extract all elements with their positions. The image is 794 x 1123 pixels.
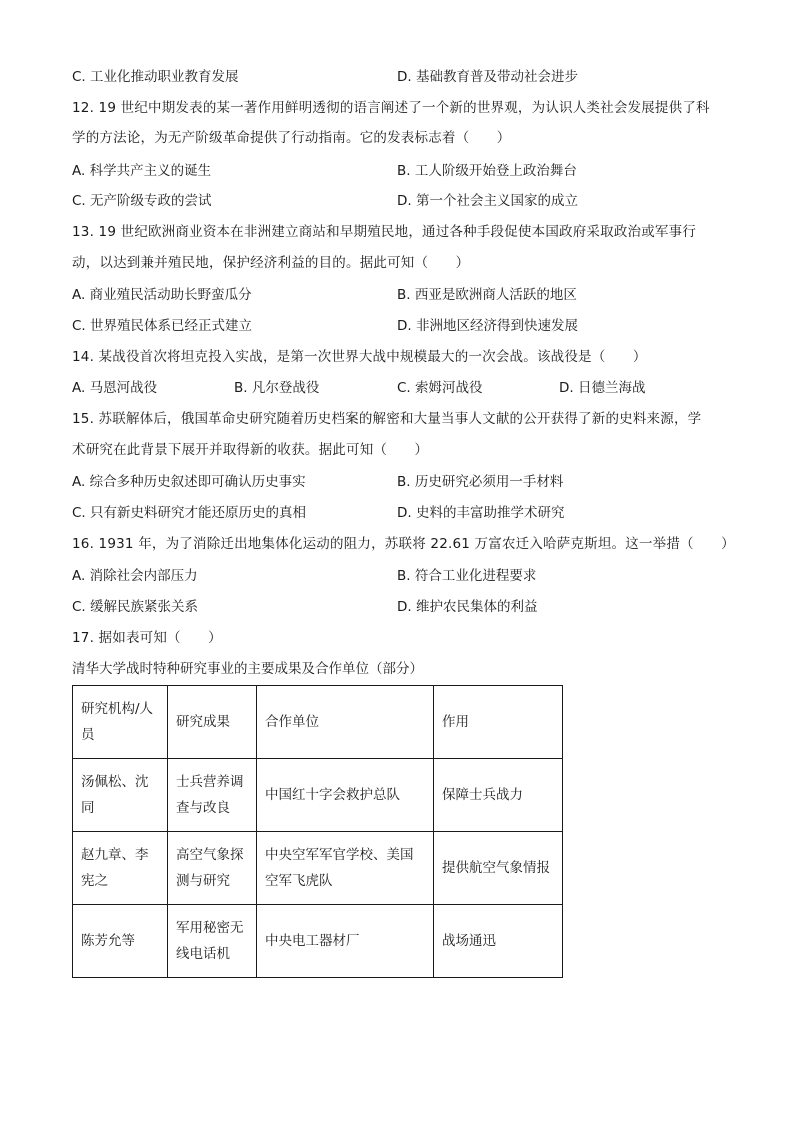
table-header-cell: 研究成果 — [168, 686, 257, 759]
q12-stem-line2: 学的方法论，为无产阶级革命提供了行动指南。它的发表标志着（ ） — [72, 130, 511, 146]
table-cell: 汤佩松、沈同 — [73, 759, 168, 832]
table-caption: 清华大学战时特种研究事业的主要成果及合作单位（部分） — [72, 661, 423, 677]
table-header-cell: 研究机构/人员 — [73, 686, 168, 759]
q17-stem: 17. 据如表可知（ ） — [72, 630, 222, 646]
table-cell: 中央电工器材厂 — [257, 905, 434, 978]
q16-stem: 16. 1931 年，为了消除迁出地集体化运动的阻力，苏联将 22.61 万富农迁入哈萨克斯坦。这一举措（ ） — [72, 536, 735, 552]
q13-option-a: A. 商业殖民活动助长野蛮瓜分 — [72, 287, 252, 303]
q15-stem-line1: 15. 苏联解体后，俄国革命史研究随着历史档案的解密和大量当事人文献的公开获得了新的史料来源，学 — [72, 411, 702, 427]
q16-option-d: D. 维护农民集体的利益 — [397, 599, 538, 615]
q12-option-b: B. 工人阶级开始登上政治舞台 — [397, 163, 577, 179]
table-cell: 赵九章、李宪之 — [73, 832, 168, 905]
table-cell: 提供航空气象情报 — [434, 832, 563, 905]
table-row — [73, 832, 563, 905]
research-results-table — [72, 685, 563, 978]
q13-stem-line1: 13. 19 世纪欧洲商业资本在非洲建立商站和早期殖民地，通过各种手段促使本国政府采取政治或军事行 — [72, 224, 697, 240]
q14-option-d: D. 日德兰海战 — [559, 380, 646, 396]
q12-option-a: A. 科学共产主义的诞生 — [72, 163, 212, 179]
table-header-row — [73, 686, 563, 759]
q15-option-d: D. 史料的丰富助推学术研究 — [397, 505, 565, 521]
q14-option-b: B. 凡尔登战役 — [234, 380, 320, 396]
q12-option-c: C. 无产阶级专政的尝试 — [72, 193, 212, 209]
q16-option-b: B. 符合工业化进程要求 — [397, 568, 537, 584]
q16-option-c: C. 缓解民族紧张关系 — [72, 599, 199, 615]
q12-option-d: D. 第一个社会主义国家的成立 — [397, 193, 578, 209]
table-header-cell: 作用 — [434, 686, 563, 759]
table-cell: 士兵营养调查与改良 — [168, 759, 257, 832]
q13-option-b: B. 西亚是欧洲商人活跃的地区 — [397, 287, 577, 303]
q15-option-c: C. 只有新史料研究才能还原历史的真相 — [72, 505, 307, 521]
q12-stem-line1: 12. 19 世纪中期发表的某一著作用鲜明透彻的语言阐述了一个新的世界观，为认识人类社会发展提供了科 — [72, 100, 710, 116]
q13-option-d: D. 非洲地区经济得到快速发展 — [397, 318, 578, 334]
q14-option-c: C. 索姆河战役 — [397, 380, 483, 396]
q13-stem-line2: 动，以达到兼并殖民地，保护经济利益的目的。据此可知（ ） — [72, 255, 470, 271]
q13-option-c: C. 世界殖民体系已经正式建立 — [72, 318, 253, 334]
q15-option-a: A. 综合多种历史叙述即可确认历史事实 — [72, 474, 306, 490]
q11-option-c: C. 工业化推动职业教育发展 — [72, 69, 239, 85]
table-cell: 战场通迅 — [434, 905, 563, 978]
q11-option-d: D. 基础教育普及带动社会进步 — [397, 69, 578, 85]
table-cell: 中央空军军官学校、美国空军飞虎队 — [257, 832, 434, 905]
q16-option-a: A. 消除社会内部压力 — [72, 568, 198, 584]
q15-option-b: B. 历史研究必须用一手材料 — [397, 474, 564, 490]
table-cell: 高空气象探测与研究 — [168, 832, 257, 905]
table-row — [73, 759, 563, 832]
table-cell: 中国红十字会救护总队 — [257, 759, 434, 832]
table-header-cell: 合作单位 — [257, 686, 434, 759]
q14-option-a: A. 马恩河战役 — [72, 380, 158, 396]
table-cell: 军用秘密无线电话机 — [168, 905, 257, 978]
q14-stem: 14. 某战役首次将坦克投入实战，是第一次世界大战中规模最大的一次会战。该战役是（ ） — [72, 349, 647, 365]
table-row — [73, 905, 563, 978]
table-cell: 陈芳允等 — [73, 905, 168, 978]
q15-stem-line2: 术研究在此背景下展开并取得新的收获。据此可知（ ） — [72, 442, 429, 458]
table-cell: 保障士兵战力 — [434, 759, 563, 832]
